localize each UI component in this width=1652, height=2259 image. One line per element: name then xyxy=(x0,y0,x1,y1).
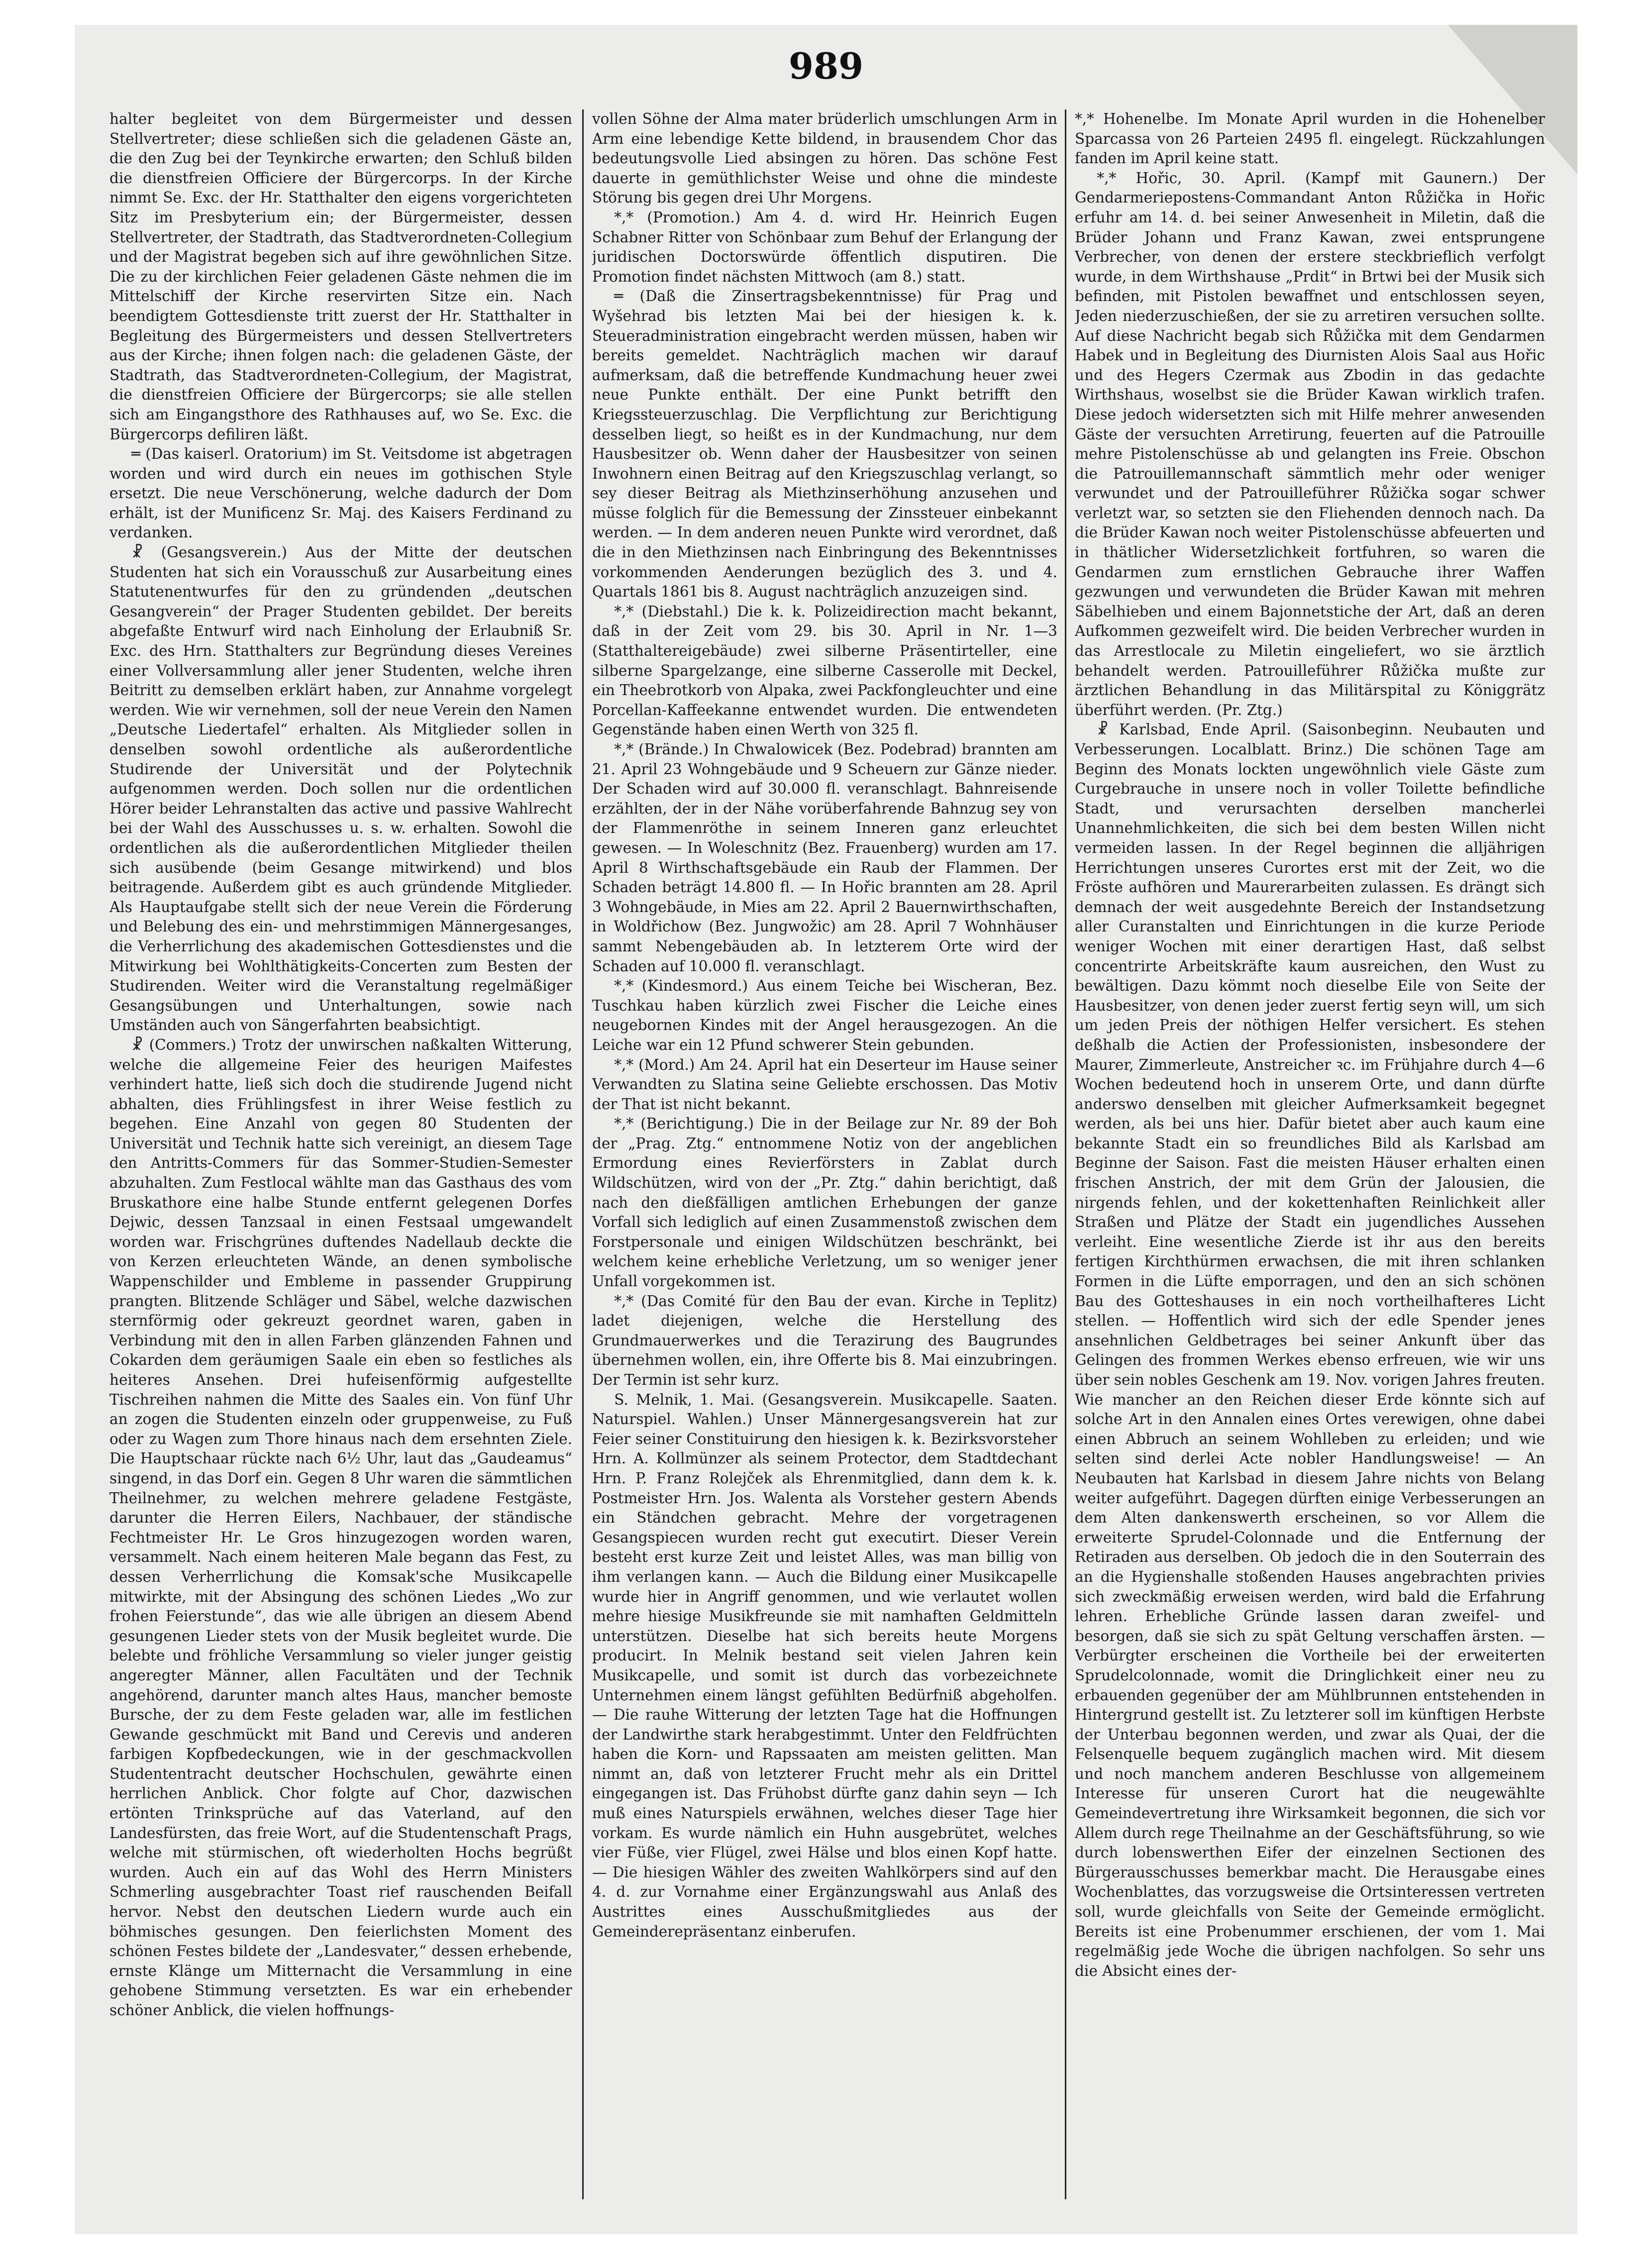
article-paragraph: *,* (Berichtigung.) Die in der Beilage zur Nr. 89 der Boh der „Prag. Ztg.“ entnommene Notiz von der angeblichen Ermordung eines Revierförsters in Zablat durch Wildschützen, wird von der „Pr. Ztg.“ dahin berichtigt, daß nach den dießfälligen amtlichen Erhebungen der ganze Vorfall sich lediglich auf einen Zusammenstoß zwischen dem Forstpersonale und einigen Wildschützen beschränkt, bei welchem keine erhebliche Verletzung, um so weniger jener Unfall vorgekommen ist. xyxy=(592,1115,1057,1290)
article-paragraph: *,* (Diebstahl.) Die k. k. Polizeidirection macht bekannt, daß in der Zeit vom 29. bis 30. April in Nr. 1—3 (Statthaltereigebäude) zwei silberne Präsentirteller, eine silberne Spargelzange, eine silberne Casserolle mit Deckel, ein Theebrotkorb von Alpaka, zwei Packfongleuchter und eine Porcellan-Kaffeekanne entwendet wurden. Die entwendeten Gegenstände haben einen Werth von 325 fl. xyxy=(592,603,1057,738)
article-paragraph: ═ (Das kaiserl. Oratorium) im St. Veitsdome ist abgetragen worden und wird durch ein neues im gothischen Style ersetzt. Die neue Verschönerung, welche dadurch der Dom erhält, ist der Munificenz Sr. Maj. des Kaisers Ferdinand zu verdanken. xyxy=(109,445,572,541)
article-paragraph: *,* Hohenelbe. Im Monate April wurden in die Hohenelber Sparcassa von 26 Parteien 2495 fl. eingelegt. Rückzahlungen fanden im April keine statt. xyxy=(1075,110,1545,167)
article-paragraph: halter begleitet von dem Bürgermeister und dessen Stellvertreter; diese schließen sich die geladenen Gäste an, die den Zug bei der Teynkirche erwarten; den Schluß bilden die dienstfreien Officiere der Bürgercorps. In der Kirche nimmt Se. Exc. der Hr. Statthalter den eigens vorgerichteten Sitz im Presbyterium ein; der Bürgermeister, dessen Stellvertreter, der Stadtrath, das Stadtverordneten-Collegium und der Magistrat begeben sich auf ihre gewöhnlichen Sitze. Die zu der kirchlichen Feier geladenen Gäste nehmen die im Mittelschiff der Kirche reservirten Sitze ein. Nach beendigtem Gottesdienste tritt zuerst der Hr. Statthalter in Begleitung des Bürgermeisters und dessen Stellvertreters aus der Kirche; ihnen folgen nach: die geladenen Gäste, der Stadtrath, das Stadtverordneten-Collegium, der Magistrat, die dienstfreien Officiere der Bürgercorps; sie alle stellen sich am Eingangsthore des Rathhauses auf, wo Se. Exc. die Bürgercorps defiliren läßt. xyxy=(109,110,572,443)
article-paragraph: *,* (Das Comité für den Bau der evan. Kirche in Teplitz) ladet diejenigen, welche die Herstellung des Grundmauerwerkes und die Terazirung des Baugrundes übernehmen wollen, ein, ihre Offerte bis 8. Mai einzubringen. Der Termin ist sehr kurz. xyxy=(592,1292,1057,1388)
article-paragraph: ═ (Daß die Zinsertragsbekenntnisse) für Prag und Wyšehrad bis letzten Mai bei der hiesigen k. k. Steueradministration eingebracht werden müssen, haben wir bereits gemeldet. Nachträglich machen wir darauf aufmerksam, daß die betreffende Kundmachung heuer zwei neue Punkte enthält. Der eine Punkt betrifft den Kriegssteuerzuschlag. Die Verpflichtung zur Berichtigung desselben liegt, so heißt es in der Kundmachung, nur dem Hausbesitzer ob. Wenn daher der Hausbesitzer von seinen Inwohnern einen Beitrag auf den Kriegszuschlag verlangt, so sey dieser Beitrag als Miethzinserhöhung anzusehen und müsse folglich für die Bemessung der Zinssteuer einbekannt werden. — In dem anderen neuen Punkte wird verordnet, daß die in den Miethzinsen nach Einbringung des Bekenntnisses vorkommenden Aenderungen bezüglich des 3. und 4. Quartals 1861 bis 8. August nachträglich anzuzeigen sind. xyxy=(592,288,1057,601)
article-paragraph: ☧ (Commers.) Trotz der unwirschen naßkalten Witterung, welche die allgemeine Feier des heurigen Maifestes verhindert hatte, ließ sich doch die studirende Jugend nicht abhalten, dies Frühlingsfest in ihrer Weise festlich zu begehen. Eine Anzahl von gegen 80 Studenten der Universität und Technik hatte sich vereinigt, an diesem Tage den Antritts-Commers für das Sommer-Studien-Semester abzuhalten. Zum Festlocal wählte man das Gasthaus des vom Bruskathore eine halbe Stunde entfernt gelegenen Dorfes Dejwic, dessen Tanzsaal in einen Festsaal umgewandelt worden war. Frischgrünes duftendes Nadellaub deckte die von Kerzen erleuchteten Wände, an denen symbolische Wappenschilder und Embleme in passender Gruppirung prangten. Blitzende Schläger und Säbel, welche dazwischen sternförmig oder gekreuzt geordnet waren, gaben in Verbindung mit den in allen Farben glänzenden Fahnen und Cokarden dem geräumigen Saale ein eben so festliches als heiteres Ansehen. Drei hufeisenförmig aufgestellte Tischreihen nahmen die Mitte des Saales ein. Von fünf Uhr an zogen die Studenten einzeln oder gruppenweise, zu Fuß oder zu Wagen zum Thore hinaus nach dem ersehnten Ziele. Die Hauptschaar rückte nach 6½ Uhr, laut das „Gaudeamus“ singend, in das Dorf ein. Gegen 8 Uhr waren die sämmtlichen Theilnehmer, zu welchen mehrere geladene Festgäste, darunter die Herren Eilers, Nachbauer, der ständische Fechtmeister Hr. Le Gros hinzugezogen worden waren, versammelt. Nach einem heiteren Male begann das Fest, zu dessen Verherrlichung die Komsak'sche Musikcapelle mitwirkte, mit der Absingung des schönen Liedes „Wo zur frohen Feierstunde“, das wie alle übrigen an diesem Abend gesungenen Lieder stets von der Musik begleitet wurde. Die belebte und fröhliche Versammlung so vieler junger geistig angeregter Männer, allen Facultäten und der Technik angehörend, darunter manch altes Haus, mancher bemoste Bursche, der zu dem Feste geladen war, alle im festlichen Gewande geschmückt mit Band und Cerevis und anderen farbigen Kopfbedeckungen, wie in der geschmackvollen Studententracht deutscher Hochschulen, gewährte einen herrlichen Anblick. Chor folgte auf Chor, dazwischen ertönten Trinksprüche auf das Vaterland, auf den Landesfürsten, das freie Wort, auf die Studentenschaft Prags, welche mit stürmischen, oft wiederholten Hochs begrüßt wurden. Auch ein auf das Wohl des Herrn Ministers Schmerling ausgebrachter Toast rief rauschenden Beifall hervor. Nebst den deutschen Liedern wurde auch ein böhmisches gesungen. Den feierlichsten Moment des schönen Festes bildete der „Landesvater,“ dessen erhebende, ernste Klänge um Mitternacht die Versammlung in eine gehobene Stimmung versetzten. Es war ein erhebender schöner Anblick, die vielen hoffnungs- xyxy=(109,1036,572,2019)
newspaper-page xyxy=(75,25,1577,2234)
article-paragraph: S. Melnik, 1. Mai. (Gesangsverein. Musikcapelle. Saaten. Naturspiel. Wahlen.) Unser Männergesangsverein hat zur Feier seiner Constituirung den hiesigen k. k. Bezirksvorsteher Hrn. A. Kollmünzer als seinem Protector, dem Stadtdechant Hrn. P. Franz Rolejček als Ehrenmitglied, dann dem k. k. Postmeister Hrn. Jos. Walenta als Vorsteher gestern Abends ein Ständchen gebracht. Mehre der vorgetragenen Gesangspiecen wurden recht gut executirt. Dieser Verein besteht erst kurze Zeit und leistet Alles, was man billig von ihm verlangen kann. — Auch die Bildung einer Musikcapelle wurde hier in Angriff genommen, und wie verlautet wollen mehre hiesige Musikfreunde sie mit namhaften Geldmitteln unterstützen. Dieselbe hat sich bereits heute Morgens producirt. In Melnik bestand seit vielen Jahren kein Musikcapelle, und somit ist durch das vorbezeichnete Unternehmen einem längst gefühlten Bedürfniß abgeholfen. — Die rauhe Witterung der letzten Tage hat die Hoffnungen der Landwirthe stark herabgestimmt. Unter den Feldfrüchten haben die Korn- und Rapssaaten am meisten gelitten. Man nimmt an, daß von letzterer Frucht mehr als ein Drittel eingegangen ist. Das Frühobst dürfte ganz dahin seyn — Ich muß eines Naturspiels erwähnen, welches dieser Tage hier vorkam. Es wurde nämlich ein Huhn ausgebrütet, welches vier Füße, vier Flügel, zwei Hälse und blos einen Kopf hatte. — Die hiesigen Wähler des zweiten Wahlkörpers sind auf den 4. d. zur Vornahme einer Ergänzungswahl aus Anlaß des Austrittes eines Ausschußmitgliedes aus der Gemeinderepräsentanz einberufen. xyxy=(592,1391,1057,1940)
article-paragraph: vollen Söhne der Alma mater brüderlich umschlungen Arm in Arm eine lebendige Kette bildend, in brausendem Chor das bedeutungsvolle Lied absingen zu hören. Das schöne Fest dauerte in gemüthlichster Weise und ohne die mindeste Störung bis gegen drei Uhr Morgens. xyxy=(592,110,1057,206)
article-paragraph: ☧ Karlsbad, Ende April. (Saisonbeginn. Neubauten und Verbesserungen. Localblatt. Brinz.) Die schönen Tage am Beginn des Monats lockten ungewöhnlich viele Gäste zum Curgebrauche in unsere noch in voller Toilette befindliche Stadt, und verursachten derselben mancherlei Unannehmlichkeiten, die sich bei dem besten Willen nicht vermeiden lassen. In der Regel beginnen die alljährigen Herrichtungen unseres Curortes erst mit der Zeit, wo die Fröste aufhören und Maurerarbeiten zulassen. Es drängt sich demnach der weit ausgedehnte Bereich der Instandsetzung aller Curanstalten und Einrichtungen in die kurze Periode weniger Wochen mit einer derartigen Hast, daß selbst concentrirte Arbeitskräfte kaum ausreichen, den Wust zu bewältigen. Dazu kömmt noch dieselbe Eile von Seite der Hausbesitzer, von denen jeder zuerst fertig seyn will, um sich um jeden Preis der nöthigen Helfer versichert. Es stehen deßhalb die Actien der Professionisten, insbesondere der Maurer, Zimmerleute, Anstreicher ꝛc. im Frühjahre durch 4—6 Wochen bedeutend hoch in unserem Orte, und dann dürfte anderswo denselben mit gleicher Aufmerksamkeit begegnet werden, als bei uns hier. Dafür bietet aber auch kaum eine bekannte Stadt ein so freundliches Bild als Karlsbad am Beginne der Saison. Fast die meisten Häuser erhalten einen frischen Anstrich, der mit dem Grün der Jalousien, die nirgends fehlen, und der kokettenhaften Reinlichkeit aller Straßen und Plätze der Stadt ein jugendliches Aussehen verleiht. Eine wesentliche Zierde ist ihr aus den bereits fertigen Kirchthürmen erwachsen, die mit ihren schlanken Formen in die Lüfte emporragen, und den an sich schönen Bau des Gotteshauses in ein noch vortheilhafteres Licht stellen. — Hoffentlich wird sich der edle Spender jenes ansehnlichen Geldbetrages bei seiner Ankunft über das Gelingen des frommen Werkes ebenso erfreuen, wie wir uns über sein nobles Geschenk am 19. Nov. vorigen Jahres freuten. Wie mancher an den Reichen dieser Erde könnte sich auf solche Art in den Annalen eines Ortes verewigen, ohne dabei einen Abbruch an seinem Wohlleben zu erleiden; und wie selten sind derlei Acte nobler Handlungsweise! — An Neubauten hat Karlsbad in diesem Jahre nichts von Belang weiter aufgeführt. Dagegen dürften einige Verbesserungen an dem Alten dankenswerth erscheinen, so vor Allem die erweiterte Sprudel-Colonnade und die Entfernung der Retiraden aus derselben. Ob jedoch die in den Souterrain des an die Hygienshalle stoßenden Hauses angebrachten privies sich zweckmäßig erweisen werden, wird bald die Erfahrung lehren. Erhebliche Gründe lassen daran zweifel- und besorgen, daß sie sich zu spät Geltung verschaffen ärsten. — Verbürgter erscheinen die Vortheile bei der erweiterten Sprudelcolonnade, womit die Dringlichkeit einer neu zu erbauenden gegenüber der am Mühlbrunnen entstehenden in Hintergrund gestellt ist. Zu letzterer soll im künftigen Herbste der Unterbau begonnen werden, und zwar als Quai, der die Felsenquelle bequem zugänglich machen wird. Mit diesem und noch manchem anderen Beschlusse von allgemeinem Interesse für unseren Curort hat die neugewählte Gemeindevertretung ihre Wirksamkeit begonnen, die sich vor Allem durch rege Theilnahme an der Geschäftsführung, so wie durch lobenswerthen Eifer der einzelnen Sectionen des Bürgerausschusses bemerkbar macht. Die Herausgabe eines Wochenblattes, das vorzugsweise die Ortsinteressen vertreten soll, wurde gleichfalls von Seite der Gemeinde ermöglicht. Bereits ist eine Probenummer erschienen, der vom 1. Mai regelmäßig jede Woche die übrigen nachfolgen. So sehr uns die Absicht eines der- xyxy=(1075,721,1545,1979)
column-divider xyxy=(1065,109,1066,2199)
article-paragraph: ☧ (Gesangsverein.) Aus der Mitte der deutschen Studenten hat sich ein Vorausschuß zur Ausarbeitung eines Statutenentwurfes für den zu gründenden „deutschen Gesangverein“ der Prager Studenten gebildet. Der bereits abgefaßte Entwurf wird nach Einholung der Erlaubniß Sr. Exc. des Hrn. Statthalters zur Begründung dieses Vereines einer Vollversammlung aller jener Studenten, welche ihren Beitritt zu demselben erklärt haben, zur Annahme vorgelegt werden. Wie wir vernehmen, soll der neue Verein den Namen „Deutsche Liedertafel“ erhalten. Als Mitglieder sollen in denselben sowohl ordentliche als außerordentliche Studirende der Universität und der Polytechnik aufgenommen werden. Doch sollen nur die ordentlichen Hörer beider Lehranstalten das active und passive Wahlrecht bei der Wahl des Ausschusses u. s. w. erhalten. Sowohl die ordentlichen als die außerordentlichen Mitglieder theilen sich ausübende (beim Gesange mitwirkend) und blos beitragende. Außerdem gibt es auch gründende Mitglieder. Als Hauptaufgabe stellt sich der neue Verein die Förderung und Belebung des ein- und mehrstimmigen Männergesanges, die Verherrlichung des akademischen Gottesdienstes und die Mitwirkung bei Wohlthätigkeits-Concerten zum Besten der Studirenden. Weiter wird die Veranstaltung regelmäßiger Gesangsübungen und Unterhaltungen, sowie nach Umständen auch von Sängerfahrten beabsichtigt. xyxy=(109,544,572,1034)
page-number: 989 xyxy=(788,45,864,87)
article-paragraph: *,* (Mord.) Am 24. April hat ein Deserteur im Hause seiner Verwandten zu Slatina seine Geliebte erschossen. Das Motiv der That ist nicht bekannt. xyxy=(592,1056,1057,1113)
column-3 xyxy=(1075,109,1545,2214)
column-divider xyxy=(582,109,584,2199)
article-paragraph: *,* (Promotion.) Am 4. d. wird Hr. Heinrich Eugen Schabner Ritter von Schönbaar zum Behuf der Erlangung der juridischen Doctorswürde öffentlich disputiren. Die Promotion findet nächsten Mittwoch (am 8.) statt. xyxy=(592,208,1057,285)
article-paragraph: *,* (Kindesmord.) Aus einem Teiche bei Wischeran, Bez. Tuschkau haben kürzlich zwei Fischer die Leiche eines neugebornen Kindes mit der Angel herausgezogen. An die Leiche war ein 12 Pfund schwerer Stein gebunden. xyxy=(592,977,1057,1053)
article-paragraph: *,* (Brände.) In Chwalowicek (Bez. Podebrad) brannten am 21. April 23 Wohngebäude und 9 Scheuern zur Gänze nieder. Der Schaden wird auf 30.000 fl. veranschlagt. Bahnreisende erzählten, der in der Nähe vorüberfahrende Bahnzug sey von der Flammenröthe in seinem Inneren ganz erleuchtet gewesen. — In Woleschnitz (Bez. Frauenberg) wurden am 17. April 8 Wirthschaftsgebäude ein Raub der Flammen. Der Schaden beträgt 14.800 fl. — In Hořic brannten am 28. April 3 Wohngebäude, in Mies am 22. April 2 Bauernwirthschaften, in Woldřichow (Bez. Jungwožic) am 28. April 7 Wohnhäuser sammt Nebengebäuden ab. In letzterem Orte wird der Schaden auf 10.000 fl. veranschlagt. xyxy=(592,741,1057,975)
column-2 xyxy=(592,109,1057,2214)
column-1 xyxy=(109,109,572,2214)
article-paragraph: *,* Hořic, 30. April. (Kampf mit Gaunern.) Der Gendarmeriepostens-Commandant Anton Růžička in Hořic erfuhr am 14. d. bei seiner Anwesenheit in Miletin, daß die Brüder Johann und Franz Kawan, zwei entsprungene Verbrecher, von denen der erstere steckbrieflich verfolgt wurde, in dem Wirthshause „Prdit“ in Brtwi bei der Musik sich befinden, mit Pistolen bewaffnet und entschlossen seyen, Jeden niederzuschießen, der sie zu arretiren versuchen sollte. Auf diese Nachricht begab sich Růžička mit dem Gendarmen Habek und in Begleitung des Diurnisten Alois Saal aus Hořic und des Hegers Czermak aus Zbodin in das gedachte Wirthshaus, woselbst sie die Brüder Kawan wirklich trafen. Diese jedoch widersetzten sich mit Hilfe mehrer anwesenden Gäste der versuchten Arretirung, feuerten auf die Patrouille mehre Pistolenschüsse ab und gelangten ins Freie. Obschon die Patrouillemannschaft sämmtlich mehr oder weniger verwundet und der Patrouilleführer Růžička sogar schwer verletzt war, so setzten sie den Fliehenden dennoch nach. Da die Brüder Kawan noch weiter Pistolenschüsse abfeuerten und in thätlicher Widersetzlichkeit fortfuhren, so waren die Gendarmen zum ernstlichen Gebrauche ihrer Waffen gezwungen und verwundeten die Brüder Kawan mit mehren Säbelhieben und einem Bajonnetstiche der Art, daß an deren Aufkommen gezweifelt wird. Die beiden Verbrecher wurden in das Arrestlocale zu Miletin eingeliefert, wo sie ärztlich behandelt werden. Patrouilleführer Růžička mußte zur ärztlichen Behandlung in das Militärspital zu Königgrätz überführt werden. (Pr. Ztg.) xyxy=(1075,169,1545,719)
